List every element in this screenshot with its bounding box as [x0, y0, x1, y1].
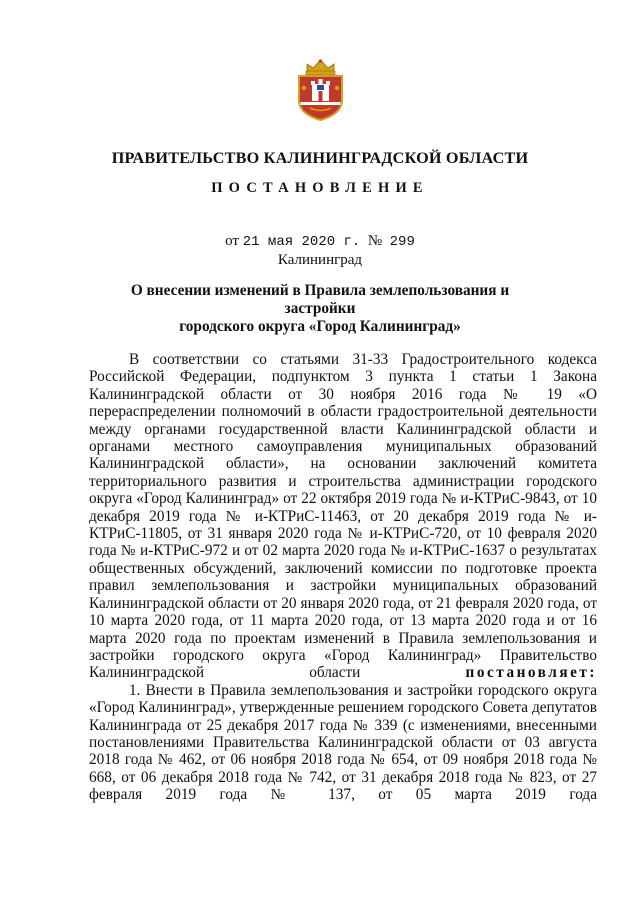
document-body — [89, 351, 597, 804]
kaliningrad-coat-of-arms-icon — [293, 58, 348, 122]
government-name: ПРАВИТЕЛЬСТВО КАЛИНИНГРАДСКОЙ ОБЛАСТИ — [111, 149, 529, 167]
date-value: 21 мая 2020 г. — [242, 234, 361, 250]
date-prefix: от — [225, 233, 239, 249]
body-paragraph-2: 1. Внести в Правила землепользования и застройки городского округа «Город Калининград», утвержденные решением городского Совета депутатов Калининграда от 25 декабря 2017 года № 339 (с изменениями, внесенными постановлениями Правительства Калининградской области от 03 августа 2018 года № 462, от 06 ноября 2018 года № 654, от 09 ноября 2018 года № 668, от 06 декабря 2018 года № 742, от 31 декабря 2018 года № 823, от 27 февраля 2019 года № 137, от 05 марта 2019 года — [89, 681, 597, 804]
title-line-2: городского округа «Город Калининград» — [179, 318, 461, 335]
date-and-number — [0, 233, 640, 250]
resolves-word: постановляет: — [465, 664, 597, 682]
title-line-1: О внесении изменений в Правила землепользования и застройки — [130, 282, 510, 317]
city-name: Калининград — [277, 252, 363, 268]
body-paragraph-1 — [89, 351, 597, 682]
document-title — [110, 282, 530, 336]
paragraph-1-text: В соответствии со статьями 31-33 Градостроительного кодекса Российской Федерации, подпунктом 3 пункта 1 статьи 1 Закона Калининградской области от 30 ноября 2016 года № 19 «О перераспределении полномочий в области градостроительной деятельности между органами государственной власти Калининградской области и органами местного самоуправления муниципальных образований Калининградской области», на основании заключений комитета территориального развития и строительства администрации городского округа «Город Калининград» от 22 октября 2019 года № и-КТРиС-9843, от 10 декабря 2019 года № и-КТРиС-11463, от 20 декабря 2019 года № и-КТРиС-11805, от 31 января 2020 года № и-КТРиС-720, от 10 февраля 2020 года № и-КТРиС-972 и от 02 марта 2020 года № и-КТРиС-1637 о результатах общественных обсуждений, заключений комиссии по подготовке проекта правил землепользования и застройки муниципальных образований Калининградской области от 20 января 2020 года, от 21 февраля 2020 года, от 10 марта 2020 года, от 11 марта 2020 года, от 13 марта 2020 года и от 16 марта 2020 года по проектам изменений в Правила землепользования и застройки городского округа «Город Калининград» Правительство Калининградской области — [89, 351, 597, 682]
number-sign: № — [367, 233, 383, 249]
document-type: ПОСТАНОВЛЕНИЕ — [211, 180, 429, 196]
number-value: 299 — [389, 234, 415, 250]
